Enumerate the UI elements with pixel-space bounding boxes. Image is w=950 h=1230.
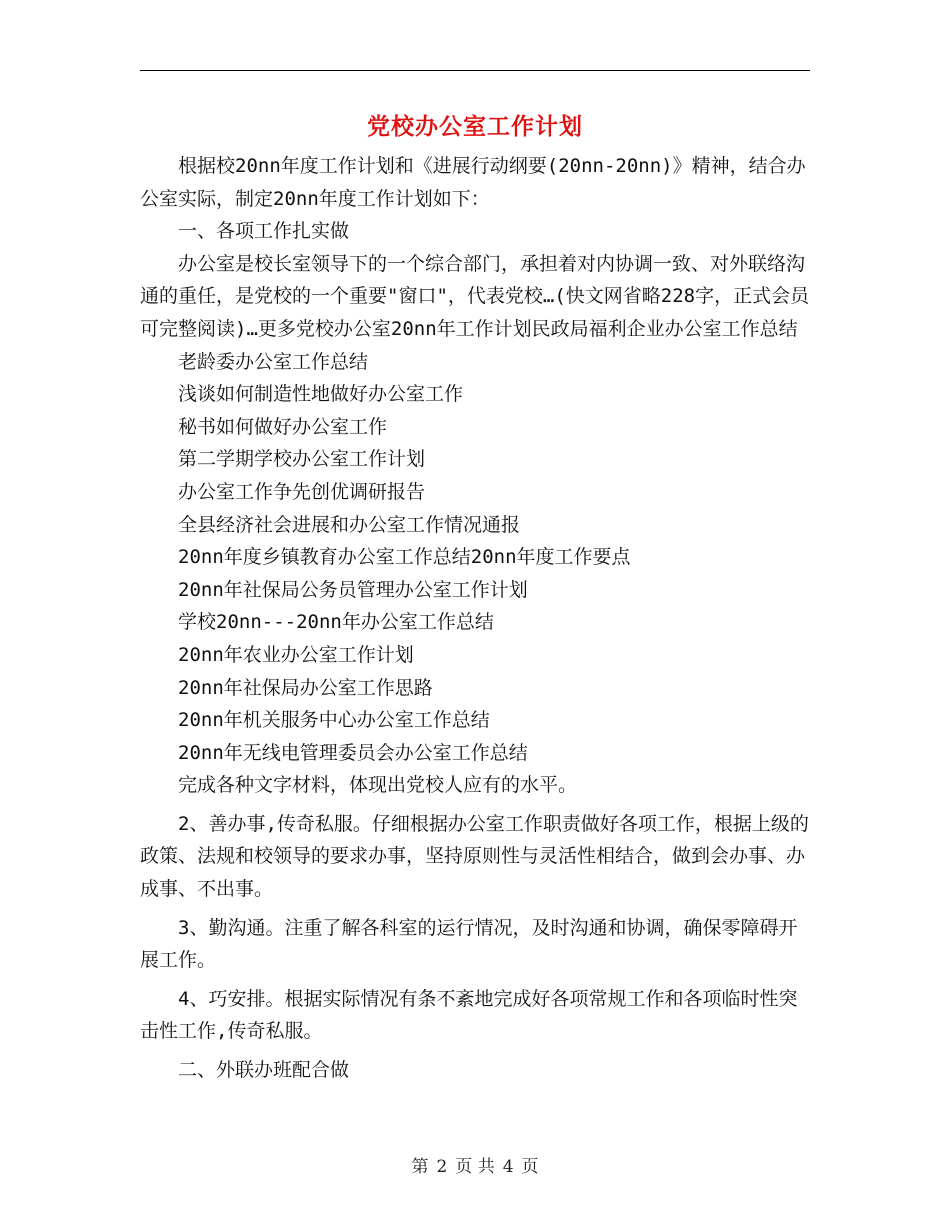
document-title: 党校办公室工作计划	[367, 113, 583, 140]
paragraph: 秘书如何做好办公室工作	[178, 415, 388, 438]
footer-prefix: 第	[411, 1157, 429, 1177]
paragraph: 20nn年无线电管理委员会办公室工作总结	[178, 741, 528, 764]
footer-current-page: 2	[436, 1157, 448, 1177]
paragraph: 浅谈如何制造性地做好办公室工作	[178, 383, 464, 406]
paragraph: 20nn年社保局公务员管理办公室工作计划	[178, 578, 528, 601]
paragraph: 全县经济社会进展和办公室工作情况通报	[178, 513, 521, 536]
paragraph: 根据校20nn年度工作计划和《进展行动纲要(20nn-20nn)》精神，结合办公室实际，制定20nn年度工作计划如下：	[140, 155, 806, 210]
footer-suffix: 页	[521, 1157, 539, 1177]
paragraph: 二、外联办班配合做	[178, 1059, 350, 1082]
paragraph: 2、善办事,传奇私服。仔细根据办公室工作职责做好各项工作，根据上级的政策、法规和校领导的要求办事，坚持原则性与灵活性相结合，做到会办事、办成事、不出事。	[140, 812, 809, 901]
paragraph: 办公室是校长室领导下的一个综合部门，承担着对内协调一致、对外联络沟通的重任，是党校的一个重要"窗口"，代表党校…(快文网省略228字，正式会员可完整阅读)…更多党校办公室20nn年工作计划民政局福利企业办公室工作总结	[140, 252, 810, 340]
paragraph: 一、各项工作扎实做	[178, 220, 350, 243]
paragraph: 学校20nn---20nn年办公室工作总结	[178, 611, 494, 634]
paragraph: 20nn年社保局办公室工作思路	[178, 676, 433, 699]
paragraph: 完成各种文字材料，体现出党校人应有的水平。	[178, 774, 578, 797]
document-body	[140, 150, 810, 1087]
paragraph: 3、勤沟通。注重了解各科室的运行情况，及时沟通和协调，确保零障碍开展工作。	[140, 916, 798, 972]
header-rule	[140, 70, 810, 71]
paragraph: 4、巧安排。根据实际情况有条不紊地完成好各项常规工作和各项临时性突击性工作,传奇私服。	[140, 987, 798, 1043]
paragraph: 第二学期学校办公室工作计划	[178, 448, 426, 471]
paragraph: 20nn年农业办公室工作计划	[178, 643, 414, 666]
paragraph: 老龄委办公室工作总结	[178, 350, 369, 373]
paragraph: 办公室工作争先创优调研报告	[178, 480, 426, 503]
page-footer	[0, 1152, 950, 1177]
footer-middle: 页 共	[455, 1157, 495, 1177]
paragraph: 20nn年度乡镇教育办公室工作总结20nn年度工作要点	[178, 546, 631, 569]
footer-total-pages: 4	[502, 1157, 514, 1177]
paragraph: 20nn年机关服务中心办公室工作总结	[178, 709, 490, 732]
